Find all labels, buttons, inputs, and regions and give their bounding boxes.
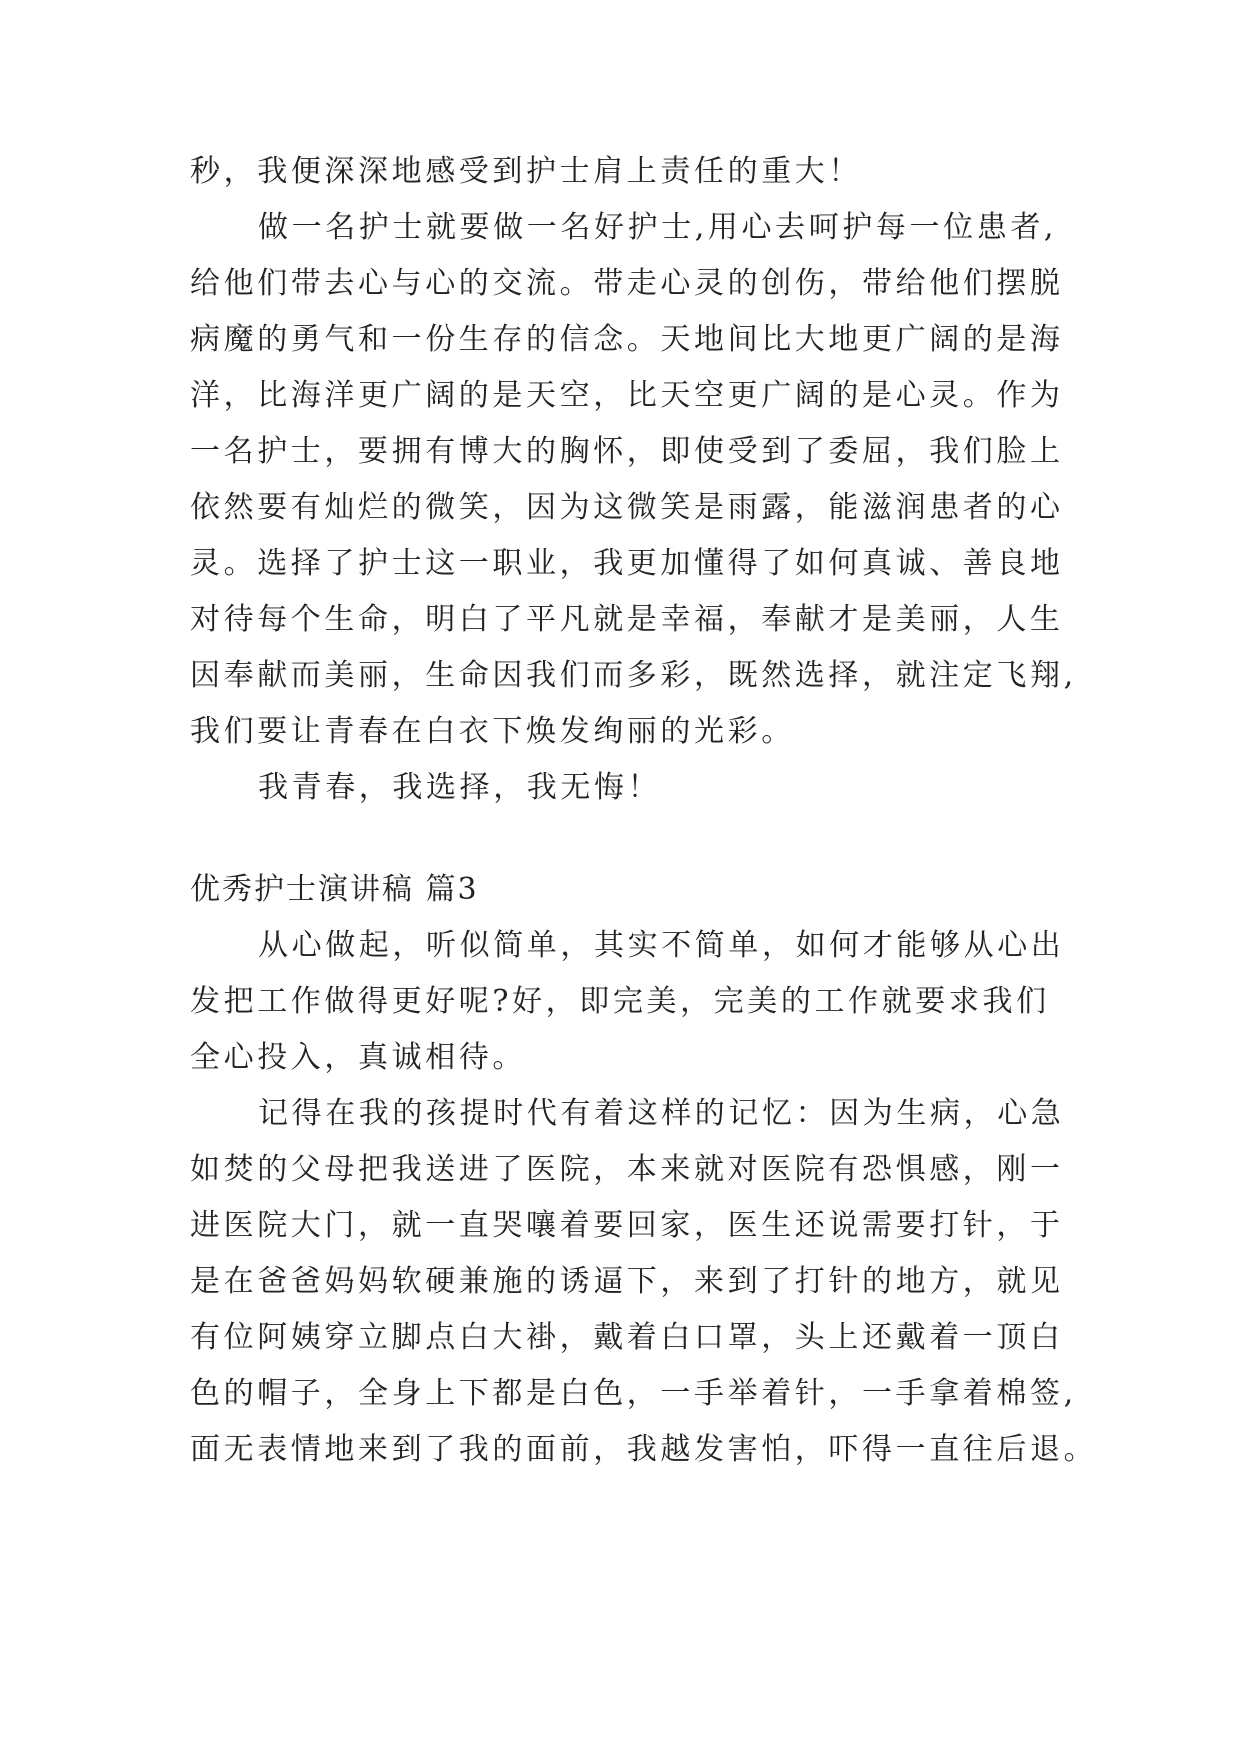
paragraph-line: 我们要让青春在白衣下焕发绚丽的光彩。 <box>190 714 795 749</box>
paragraph-line: 如焚的父母把我送进了医院，本来就对医院有恐惧感，刚一 <box>190 1152 1064 1187</box>
paragraph-line: 面无表情地来到了我的面前，我越发害怕，吓得一直往后退。 <box>190 1432 1098 1467</box>
paragraph-line: 秒，我便深深地感受到护士肩上责任的重大！ <box>190 154 862 189</box>
paragraph-line: 进医院大门，就一直哭嚷着要回家，医生还说需要打针，于 <box>190 1208 1064 1243</box>
paragraph-line: 发把工作做得更好呢?好，即完美，完美的工作就要求我们 <box>190 984 1050 1019</box>
paragraph-line: 做一名护士就要做一名好护士,用心去呵护每一位患者, <box>258 210 1058 245</box>
paragraph-line: 给他们带去心与心的交流。带走心灵的创伤，带给他们摆脱 <box>190 266 1064 301</box>
paragraph-line: 全心投入，真诚相待。 <box>190 1040 526 1075</box>
paragraph-line: 灵。选择了护士这一职业，我更加懂得了如何真诚、善良地 <box>190 546 1064 581</box>
paragraph-line: 一名护士，要拥有博大的胸怀，即使受到了委屈，我们脸上 <box>190 434 1064 469</box>
paragraph-line: 色的帽子，全身上下都是白色，一手举着针，一手拿着棉签, <box>190 1376 1077 1411</box>
paragraph-line: 洋，比海洋更广阔的是天空，比天空更广阔的是心灵。作为 <box>190 378 1064 413</box>
paragraph-line: 有位阿姨穿立脚点白大褂，戴着白口罩，头上还戴着一顶白 <box>190 1320 1064 1355</box>
paragraph-line: 从心做起，听似简单，其实不简单，如何才能够从心出 <box>258 928 1065 963</box>
paragraph-line: 依然要有灿烂的微笑，因为这微笑是雨露，能滋润患者的心 <box>190 490 1064 525</box>
section-heading: 优秀护士演讲稿 篇3 <box>190 872 479 907</box>
paragraph-line: 病魔的勇气和一份生存的信念。天地间比大地更广阔的是海 <box>190 322 1064 357</box>
paragraph-line: 我青春，我选择，我无悔！ <box>258 770 662 805</box>
paragraph-line: 对待每个生命，明白了平凡就是幸福，奉献才是美丽，人生 <box>190 602 1064 637</box>
paragraph-line: 记得在我的孩提时代有着这样的记忆：因为生病，心急 <box>258 1096 1065 1131</box>
paragraph-line: 因奉献而美丽，生命因我们而多彩，既然选择，就注定飞翔, <box>190 658 1077 693</box>
paragraph-line: 是在爸爸妈妈软硬兼施的诱逼下，来到了打针的地方，就见 <box>190 1264 1064 1299</box>
